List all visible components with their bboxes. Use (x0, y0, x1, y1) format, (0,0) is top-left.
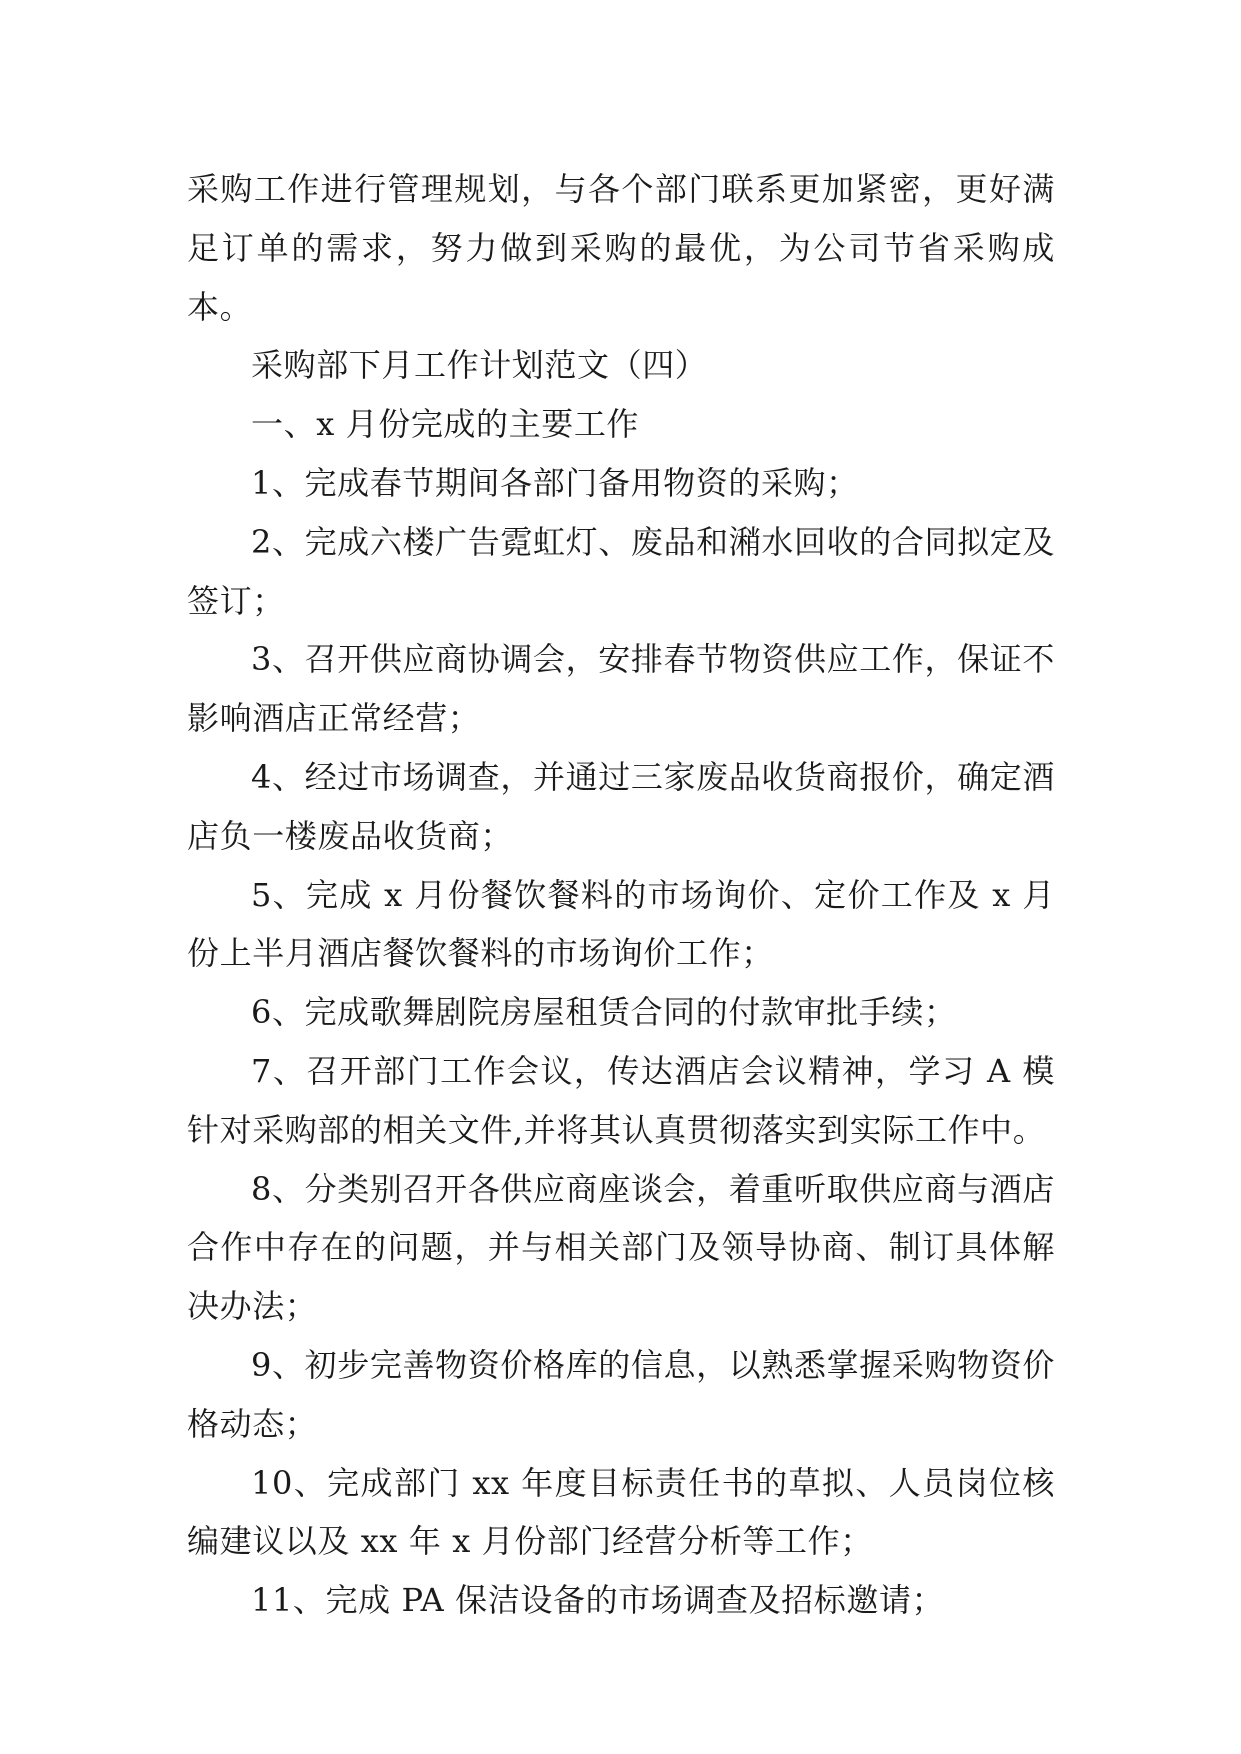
paragraph-continuation: 采购工作进行管理规划，与各个部门联系更加紧密，更好满足订单的需求，努力做到采购的最优，为公司节省采购成本。 (187, 170, 1055, 326)
section-title: 采购部下月工作计划范文（四） (251, 346, 708, 385)
list-item: 11、完成 PA 保洁设备的市场调查及招标邀请； (251, 1581, 945, 1620)
list-item: 6、完成歌舞剧院房屋租赁合同的付款审批手续； (251, 993, 957, 1032)
list-item: 10、完成部门 xx 年度目标责任书的草拟、人员岗位核编建议以及 xx 年 x 月份部门经营分析等工作； (187, 1463, 1055, 1561)
list-item: 9、初步完善物资价格库的信息，以熟悉掌握采购物资价格动态； (187, 1345, 1055, 1443)
list-item: 2、完成六楼广告霓虹灯、废品和潲水回收的合同拟定及签订； (187, 522, 1055, 620)
list-item: 8、分类别召开各供应商座谈会，着重听取供应商与酒店合作中存在的问题，并与相关部门及领导协商、制订具体解决办法； (187, 1169, 1055, 1326)
section-heading: 一、x 月份完成的主要工作 (251, 405, 640, 444)
list-item: 3、召开供应商协调会，安排春节物资供应工作，保证不影响酒店正常经营； (187, 640, 1055, 738)
list-item: 4、经过市场调查，并通过三家废品收货商报价，确定酒店负一楼废品收货商； (187, 757, 1055, 855)
list-item: 1、完成春节期间各部门备用物资的采购； (251, 463, 859, 502)
document-body (187, 160, 1055, 1630)
list-item: 5、完成 x 月份餐饮餐料的市场询价、定价工作及 x 月份上半月酒店餐饮餐料的市场询价工作； (187, 875, 1055, 973)
list-item: 7、召开部门工作会议，传达酒店会议精神，学习 A 模针对采购部的相关文件,并将其认真贯彻落实到实际工作中。 (187, 1051, 1055, 1149)
